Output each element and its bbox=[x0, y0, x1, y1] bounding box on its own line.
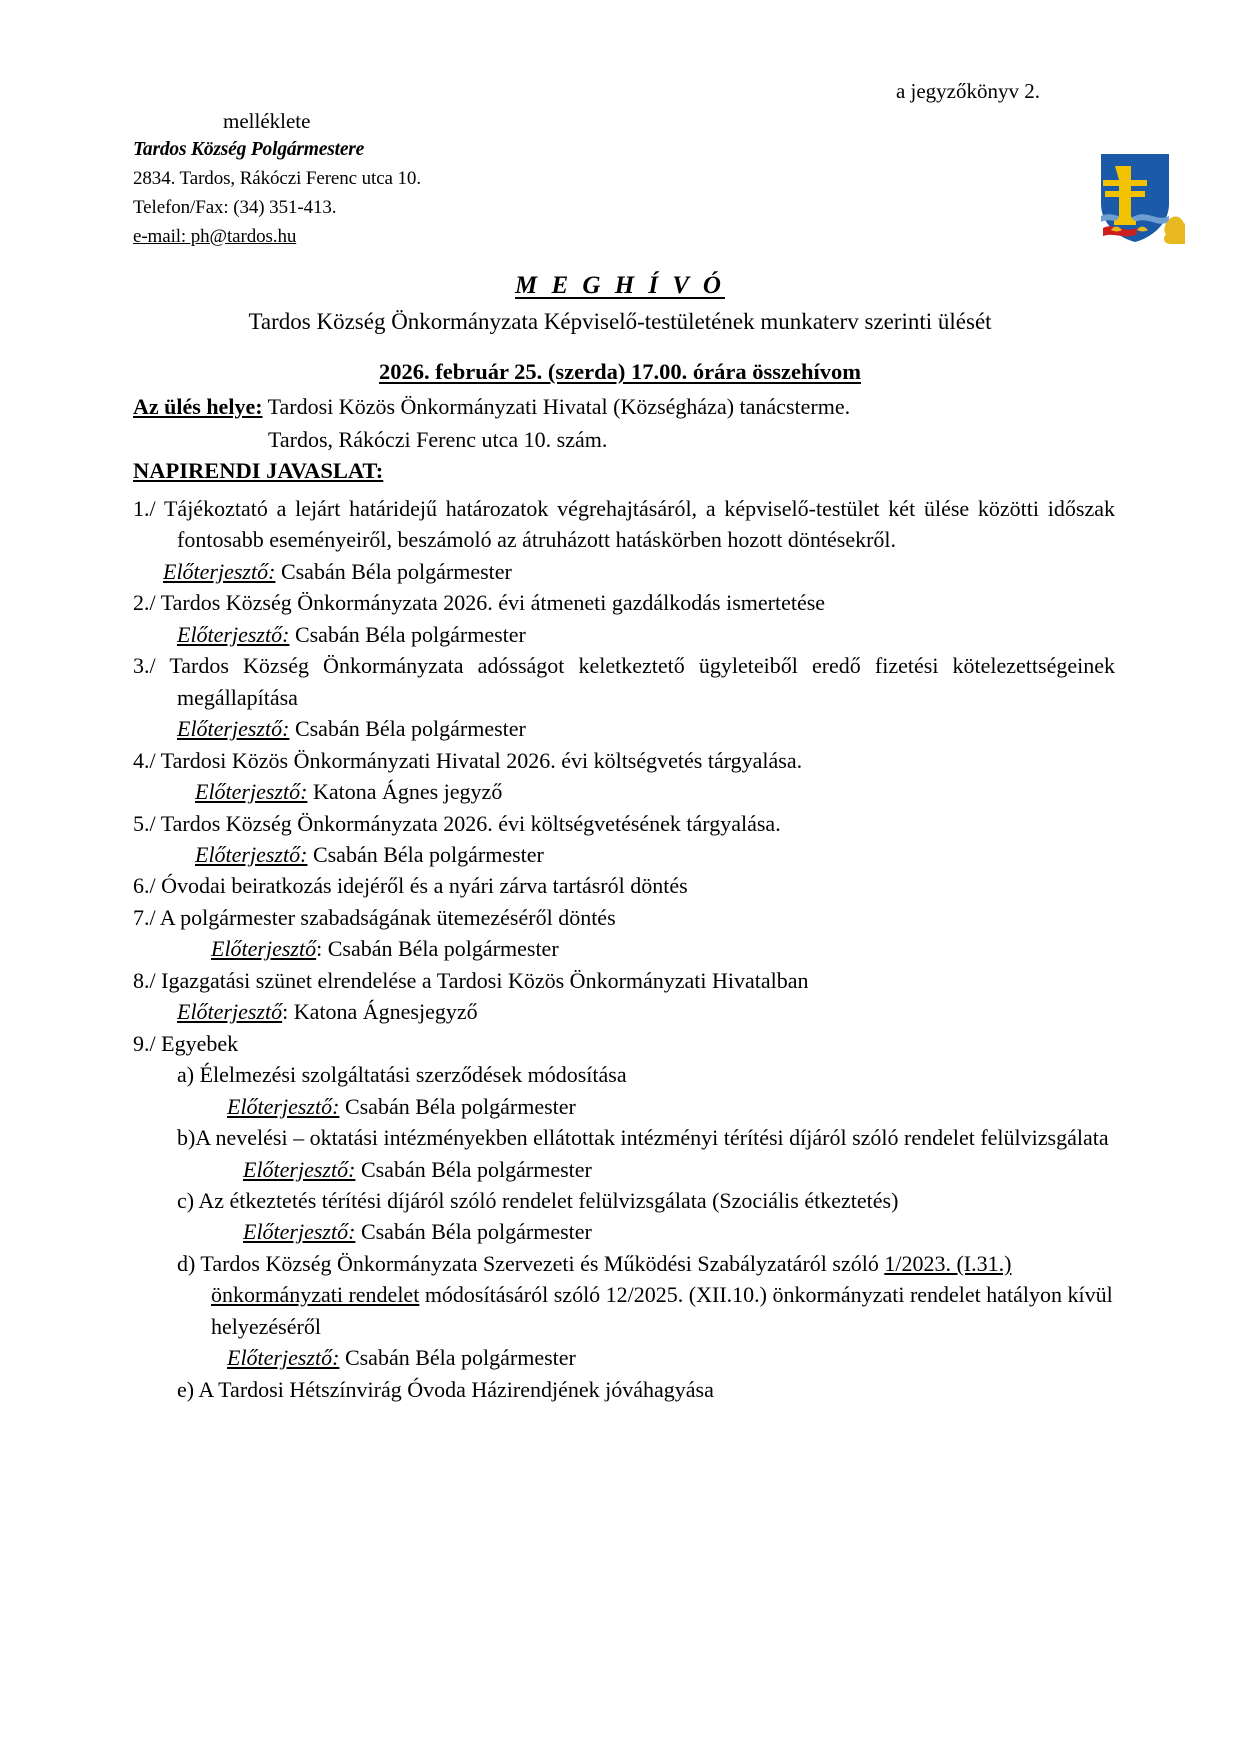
presenter-label: Előterjesztő: bbox=[163, 558, 276, 584]
presenter-label: Előterjesztő: bbox=[177, 716, 290, 742]
presenter-name: : Katona Ágnesjegyző bbox=[282, 999, 478, 1025]
presenter-label: Előterjesztő: bbox=[195, 779, 308, 805]
agenda-subitem-text-before: Tardos Község Önkormányzata Szervezeti és Működési Szabályzatáról szóló bbox=[195, 1250, 885, 1276]
attachment-label: melléklete bbox=[223, 109, 311, 133]
presenter-label: Előterjesztő: bbox=[195, 841, 308, 867]
agenda-subitem-letter: b) bbox=[177, 1125, 196, 1151]
agenda-presenter bbox=[133, 776, 1115, 807]
agenda-presenter bbox=[133, 1216, 1115, 1247]
agenda-presenter bbox=[133, 1154, 1115, 1185]
agenda-subitem-text: A nevelési – oktatási intézményekben ellátottak intézményi térítési díjáról szóló rendelet felülvizsgálata bbox=[195, 1125, 1109, 1151]
presenter-name: Csabán Béla polgármester bbox=[339, 1345, 576, 1371]
presenter-label: Előterjesztő: bbox=[243, 1156, 356, 1182]
agenda-item-number: 6./ bbox=[133, 873, 156, 899]
agenda-presenter bbox=[133, 933, 1115, 964]
agenda-item-text: Tardosi Közös Önkormányzati Hivatal 2026. évi költségvetés tárgyalása. bbox=[155, 747, 803, 773]
agenda-subitem bbox=[133, 1059, 1115, 1090]
presenter-label: Előterjesztő: bbox=[227, 1345, 340, 1371]
venue-value: Tardosi Közös Önkormányzati Hivatal (Községháza) tanácsterme. bbox=[262, 394, 851, 419]
agenda-item bbox=[133, 745, 1115, 776]
presenter-name: Csabán Béla polgármester bbox=[355, 1219, 592, 1245]
agenda-presenter bbox=[133, 839, 1115, 870]
presenter-name: Csabán Béla polgármester bbox=[275, 558, 512, 584]
agenda-item-text: Tardos Község Önkormányzata 2026. évi átmeneti gazdálkodás ismertetése bbox=[155, 590, 826, 616]
coat-of-arms-icon bbox=[1093, 152, 1185, 244]
presenter-name: Csabán Béla polgármester bbox=[339, 1093, 576, 1119]
agenda-item-text: Tardos Község Önkormányzata adósságot keletkeztető ügyleteiből eredő fizetési kötelezettségeinek megállapítása bbox=[155, 653, 1115, 710]
invitation-subtitle: Tardos Község Önkormányzata Képviselő-testületének munkaterv szerinti ülését bbox=[248, 309, 992, 334]
agenda-subitem bbox=[133, 1248, 1115, 1342]
presenter-label: Előterjesztő: bbox=[243, 1219, 356, 1245]
office-address: 2834. Tardos, Rákóczi Ferenc utca 10. bbox=[133, 167, 421, 189]
agenda-item-text: Tájékoztató a lejárt határidejű határozatok végrehajtásáról, a képviselő-testület két ülése közötti időszak fontosabb eseményeiről, beszámoló az átruházott hatáskörben hozott döntésekről. bbox=[155, 496, 1115, 553]
agenda-presenter bbox=[133, 556, 1115, 587]
agenda-presenter bbox=[133, 713, 1115, 744]
agenda-subitem-letter: a) bbox=[177, 1062, 195, 1088]
regulation-link[interactable]: 1/2023. (I.31.) önkormányzati rendelet bbox=[211, 1250, 1012, 1308]
presenter-label: Előterjesztő: bbox=[177, 621, 290, 647]
presenter-label: Előterjesztő: bbox=[227, 1093, 340, 1119]
presenter-name: Csabán Béla polgármester bbox=[289, 716, 526, 742]
agenda-item-number: 7./ bbox=[133, 904, 156, 930]
agenda-subitem-text: A Tardosi Hétszínvirág Óvoda Házirendjének jóváhagyása bbox=[194, 1376, 714, 1402]
agenda-subitem-text: Élelmezési szolgáltatási szerződések módosítása bbox=[194, 1062, 627, 1088]
venue-address: Tardos, Rákóczi Ferenc utca 10. szám. bbox=[268, 427, 608, 452]
agenda-item-number: 5./ bbox=[133, 810, 156, 836]
meeting-datetime: 2026. február 25. (szerda) 17.00. órára összehívom bbox=[378, 359, 861, 384]
invitation-title-block bbox=[0, 272, 1240, 385]
agenda-item-text: Igazgatási szünet elrendelése a Tardosi Közös Önkormányzati Hivatalban bbox=[155, 967, 809, 993]
agenda-list bbox=[133, 493, 1115, 1405]
agenda-item-text: Egyebek bbox=[155, 1030, 239, 1056]
agenda-item bbox=[133, 965, 1115, 996]
agenda-subitem-letter: e) bbox=[177, 1376, 195, 1402]
office-title: Tardos Község Polgármestere bbox=[133, 139, 365, 161]
agenda-subitem bbox=[133, 1122, 1115, 1153]
venue-block bbox=[133, 390, 1113, 456]
agenda-subitem-letter: c) bbox=[177, 1187, 195, 1213]
agenda-subitem-letter: d) bbox=[177, 1250, 196, 1276]
office-email[interactable]: e-mail: ph@tardos.hu bbox=[133, 225, 297, 247]
agenda-subitem-text: Az étkeztetés térítési díjáról szóló rendelet felülvizsgálata (Szociális étkeztetés) bbox=[194, 1187, 899, 1213]
agenda-heading: NAPIRENDI JAVASLAT: bbox=[133, 458, 384, 483]
presenter-name: : Csabán Béla polgármester bbox=[316, 936, 559, 962]
agenda-item-number: 2./ bbox=[133, 590, 156, 616]
presenter-label: Előterjesztő bbox=[177, 999, 283, 1025]
agenda-item bbox=[133, 587, 1115, 618]
agenda-item-text: A polgármester szabadságának ütemezéséről döntés bbox=[155, 904, 616, 930]
office-phone: Telefon/Fax: (34) 351-413. bbox=[133, 196, 337, 218]
agenda-item bbox=[133, 870, 1115, 901]
presenter-name: Csabán Béla polgármester bbox=[307, 841, 544, 867]
venue-label: Az ülés helye: bbox=[133, 394, 263, 419]
page-title: M E G H Í V Ó bbox=[515, 272, 725, 299]
presenter-label: Előterjesztő bbox=[211, 936, 317, 962]
agenda-item-number: 9./ bbox=[133, 1030, 156, 1056]
agenda-item-number: 3./ bbox=[133, 653, 156, 679]
agenda-presenter bbox=[133, 1091, 1115, 1122]
agenda-item bbox=[133, 493, 1115, 556]
presenter-name: Katona Ágnes jegyző bbox=[307, 779, 503, 805]
presenter-name: Csabán Béla polgármester bbox=[289, 621, 526, 647]
agenda-item-number: 4./ bbox=[133, 747, 156, 773]
agenda-subitem bbox=[133, 1374, 1115, 1405]
agenda-item bbox=[133, 808, 1115, 839]
agenda-presenter bbox=[133, 1342, 1115, 1373]
agenda-item-number: 8./ bbox=[133, 967, 156, 993]
agenda-presenter bbox=[133, 619, 1115, 650]
agenda-item bbox=[133, 902, 1115, 933]
agenda-subitem bbox=[133, 1185, 1115, 1216]
agenda-item-text: Tardos Község Önkormányzata 2026. évi költségvetésének tárgyalása. bbox=[155, 810, 781, 836]
agenda-presenter bbox=[133, 996, 1115, 1027]
sender-block bbox=[133, 108, 833, 252]
presenter-name: Csabán Béla polgármester bbox=[355, 1156, 592, 1182]
agenda-item bbox=[133, 1028, 1115, 1059]
document-reference: a jegyzőkönyv 2. bbox=[895, 79, 1040, 103]
agenda-item-number: 1./ bbox=[133, 496, 156, 521]
agenda-item-text: Óvodai beiratkozás idejéről és a nyári zárva tartásról döntés bbox=[155, 873, 688, 899]
agenda-subitem-text-after: módosításáról szóló 12/2025. (XII.10.) önkormányzati rendelet hatályon kívül helyezéséről bbox=[211, 1282, 1113, 1339]
agenda-item bbox=[133, 650, 1115, 713]
